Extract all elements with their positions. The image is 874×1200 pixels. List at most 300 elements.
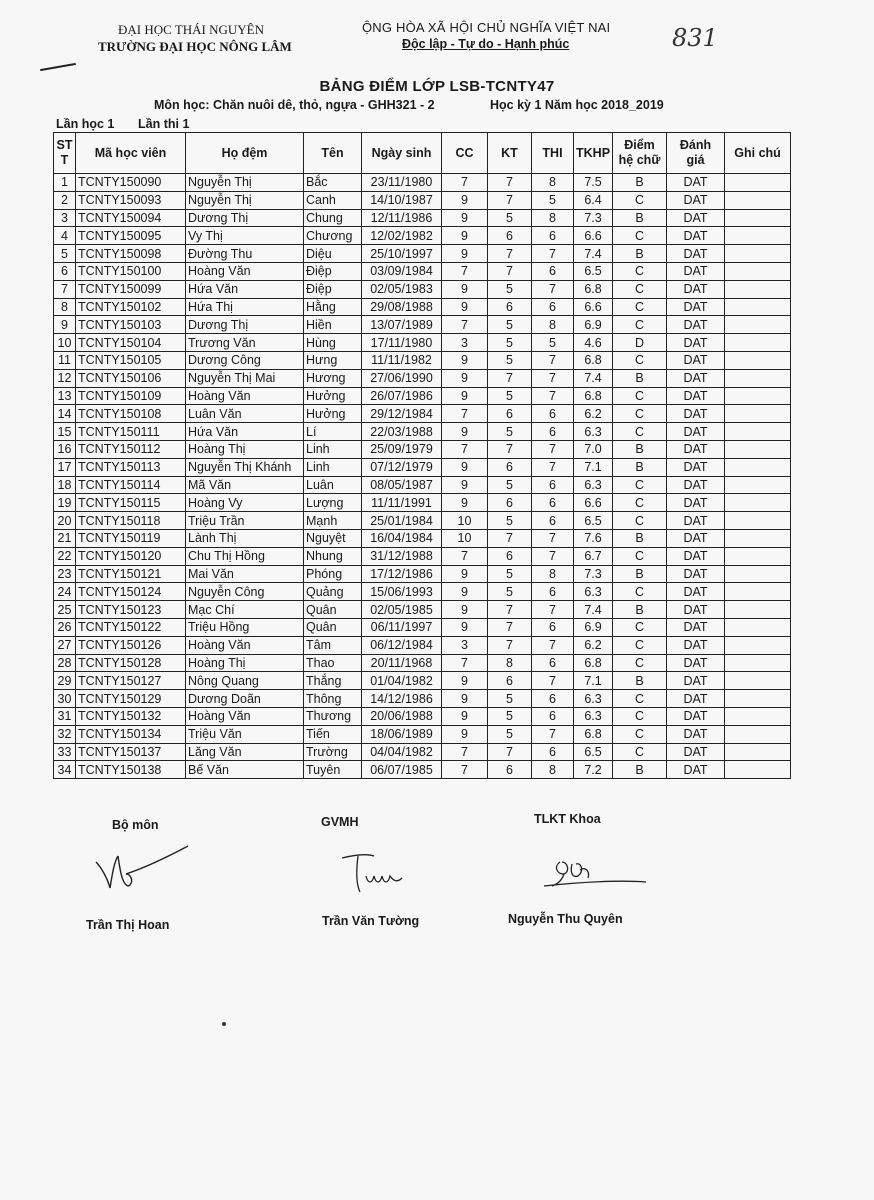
row-notes-cell xyxy=(725,262,791,280)
header-evaluation: Đánh giá xyxy=(667,133,725,174)
row-evaluation-cell: DAT xyxy=(667,458,725,476)
row-stt-cell: 29 xyxy=(54,672,76,690)
row-birthdate-cell: 06/07/1985 xyxy=(362,761,442,779)
row-first-name-cell: Trường xyxy=(304,743,362,761)
table-row xyxy=(54,369,791,387)
row-cc-cell: 7 xyxy=(442,654,488,672)
header-first-name: Tên xyxy=(304,133,362,174)
ink-dot xyxy=(222,1022,226,1026)
row-stt-cell: 12 xyxy=(54,369,76,387)
row-thi-cell: 6 xyxy=(532,298,574,316)
row-birthdate-cell: 20/06/1988 xyxy=(362,707,442,725)
row-birthdate-cell: 11/11/1991 xyxy=(362,494,442,512)
row-middle-name-cell: Lành Thị xyxy=(186,529,304,547)
row-letter-grade-cell: C xyxy=(613,405,667,423)
table-row xyxy=(54,547,791,565)
row-letter-grade-cell: C xyxy=(613,387,667,405)
row-tkhp-cell: 6.3 xyxy=(574,423,613,441)
row-middle-name-cell: Bế Văn xyxy=(186,761,304,779)
row-stt-cell: 13 xyxy=(54,387,76,405)
row-stt-cell: 32 xyxy=(54,725,76,743)
row-letter-grade-cell: C xyxy=(613,725,667,743)
row-evaluation-cell: DAT xyxy=(667,423,725,441)
row-letter-grade-cell: C xyxy=(613,298,667,316)
row-tkhp-cell: 6.8 xyxy=(574,387,613,405)
row-kt-cell: 5 xyxy=(488,423,532,441)
row-birthdate-cell: 20/11/1968 xyxy=(362,654,442,672)
row-evaluation-cell: DAT xyxy=(667,547,725,565)
row-middle-name-cell: Hoàng Văn xyxy=(186,387,304,405)
row-evaluation-cell: DAT xyxy=(667,583,725,601)
row-stt-cell: 17 xyxy=(54,458,76,476)
row-letter-grade-cell: B xyxy=(613,209,667,227)
row-first-name-cell: Tiến xyxy=(304,725,362,743)
row-tkhp-cell: 6.4 xyxy=(574,191,613,209)
row-tkhp-cell: 6.9 xyxy=(574,618,613,636)
row-student-id-cell: TCNTY150134 xyxy=(76,725,186,743)
row-letter-grade-cell: C xyxy=(613,191,667,209)
table-row xyxy=(54,191,791,209)
row-kt-cell: 5 xyxy=(488,512,532,530)
row-tkhp-cell: 7.4 xyxy=(574,369,613,387)
row-middle-name-cell: Luân Văn xyxy=(186,405,304,423)
row-notes-cell xyxy=(725,174,791,192)
row-student-id-cell: TCNTY150108 xyxy=(76,405,186,423)
table-row xyxy=(54,529,791,547)
row-stt-cell: 14 xyxy=(54,405,76,423)
row-notes-cell xyxy=(725,245,791,263)
row-student-id-cell: TCNTY150120 xyxy=(76,547,186,565)
row-cc-cell: 7 xyxy=(442,316,488,334)
row-kt-cell: 8 xyxy=(488,654,532,672)
row-letter-grade-cell: C xyxy=(613,351,667,369)
subject-line: Môn học: Chăn nuôi dê, thỏ, ngựa - GHH321 - 2 xyxy=(154,98,435,112)
row-middle-name-cell: Hứa Văn xyxy=(186,423,304,441)
row-tkhp-cell: 6.7 xyxy=(574,547,613,565)
row-tkhp-cell: 7.5 xyxy=(574,174,613,192)
row-letter-grade-cell: C xyxy=(613,583,667,601)
table-row xyxy=(54,583,791,601)
row-letter-grade-cell: B xyxy=(613,369,667,387)
row-stt-cell: 7 xyxy=(54,280,76,298)
row-notes-cell xyxy=(725,583,791,601)
row-thi-cell: 6 xyxy=(532,405,574,423)
row-stt-cell: 4 xyxy=(54,227,76,245)
row-thi-cell: 8 xyxy=(532,209,574,227)
row-kt-cell: 5 xyxy=(488,351,532,369)
row-cc-cell: 9 xyxy=(442,191,488,209)
national-title: ỘNG HÒA XÃ HỘI CHỦ NGHĨA VIỆT NAI xyxy=(362,20,611,35)
row-kt-cell: 7 xyxy=(488,743,532,761)
row-cc-cell: 9 xyxy=(442,280,488,298)
row-letter-grade-cell: C xyxy=(613,654,667,672)
row-student-id-cell: TCNTY150102 xyxy=(76,298,186,316)
row-middle-name-cell: Dương Thị xyxy=(186,316,304,334)
row-first-name-cell: Bắc xyxy=(304,174,362,192)
row-stt-cell: 23 xyxy=(54,565,76,583)
row-thi-cell: 7 xyxy=(532,351,574,369)
table-row xyxy=(54,440,791,458)
row-first-name-cell: Linh xyxy=(304,440,362,458)
row-notes-cell xyxy=(725,618,791,636)
row-evaluation-cell: DAT xyxy=(667,636,725,654)
row-cc-cell: 9 xyxy=(442,618,488,636)
row-kt-cell: 7 xyxy=(488,601,532,619)
row-cc-cell: 9 xyxy=(442,494,488,512)
row-cc-cell: 7 xyxy=(442,262,488,280)
table-row xyxy=(54,725,791,743)
row-cc-cell: 7 xyxy=(442,405,488,423)
row-stt-cell: 2 xyxy=(54,191,76,209)
row-notes-cell xyxy=(725,636,791,654)
row-middle-name-cell: Chu Thị Hồng xyxy=(186,547,304,565)
row-middle-name-cell: Triệu Văn xyxy=(186,725,304,743)
row-kt-cell: 6 xyxy=(488,458,532,476)
row-tkhp-cell: 6.9 xyxy=(574,316,613,334)
row-tkhp-cell: 7.3 xyxy=(574,209,613,227)
department-signature xyxy=(88,840,198,900)
row-letter-grade-cell: B xyxy=(613,458,667,476)
row-kt-cell: 6 xyxy=(488,405,532,423)
row-kt-cell: 7 xyxy=(488,369,532,387)
row-notes-cell xyxy=(725,529,791,547)
row-evaluation-cell: DAT xyxy=(667,690,725,708)
row-first-name-cell: Hùng xyxy=(304,334,362,352)
row-stt-cell: 9 xyxy=(54,316,76,334)
row-middle-name-cell: Mạc Chí xyxy=(186,601,304,619)
table-row xyxy=(54,565,791,583)
row-cc-cell: 9 xyxy=(442,690,488,708)
row-letter-grade-cell: C xyxy=(613,690,667,708)
row-student-id-cell: TCNTY150103 xyxy=(76,316,186,334)
national-motto: Độc lập - Tự do - Hạnh phúc xyxy=(402,37,570,51)
row-birthdate-cell: 02/05/1983 xyxy=(362,280,442,298)
table-header-row xyxy=(54,133,791,174)
row-kt-cell: 7 xyxy=(488,440,532,458)
row-thi-cell: 7 xyxy=(532,280,574,298)
row-student-id-cell: TCNTY150112 xyxy=(76,440,186,458)
row-stt-cell: 21 xyxy=(54,529,76,547)
row-first-name-cell: Nguyệt xyxy=(304,529,362,547)
table-row xyxy=(54,761,791,779)
row-letter-grade-cell: B xyxy=(613,245,667,263)
row-cc-cell: 9 xyxy=(442,601,488,619)
row-notes-cell xyxy=(725,209,791,227)
table-row xyxy=(54,423,791,441)
row-letter-grade-cell: C xyxy=(613,476,667,494)
row-student-id-cell: TCNTY150095 xyxy=(76,227,186,245)
row-stt-cell: 34 xyxy=(54,761,76,779)
row-student-id-cell: TCNTY150111 xyxy=(76,423,186,441)
faculty-signer-name: Nguyễn Thu Quyên xyxy=(508,912,623,926)
row-cc-cell: 9 xyxy=(442,423,488,441)
row-notes-cell xyxy=(725,743,791,761)
row-cc-cell: 9 xyxy=(442,583,488,601)
row-tkhp-cell: 6.5 xyxy=(574,262,613,280)
row-birthdate-cell: 15/06/1993 xyxy=(362,583,442,601)
row-first-name-cell: Thương xyxy=(304,707,362,725)
row-tkhp-cell: 6.8 xyxy=(574,725,613,743)
row-stt-cell: 1 xyxy=(54,174,76,192)
row-evaluation-cell: DAT xyxy=(667,618,725,636)
row-thi-cell: 6 xyxy=(532,423,574,441)
row-kt-cell: 5 xyxy=(488,387,532,405)
row-thi-cell: 6 xyxy=(532,654,574,672)
department-label: Bộ môn xyxy=(112,818,159,832)
row-evaluation-cell: DAT xyxy=(667,387,725,405)
row-student-id-cell: TCNTY150105 xyxy=(76,351,186,369)
row-tkhp-cell: 7.2 xyxy=(574,761,613,779)
row-first-name-cell: Hiền xyxy=(304,316,362,334)
row-thi-cell: 7 xyxy=(532,245,574,263)
row-thi-cell: 7 xyxy=(532,672,574,690)
row-tkhp-cell: 6.5 xyxy=(574,512,613,530)
row-evaluation-cell: DAT xyxy=(667,512,725,530)
row-thi-cell: 7 xyxy=(532,601,574,619)
header-cc: CC xyxy=(442,133,488,174)
row-middle-name-cell: Hoàng Vy xyxy=(186,494,304,512)
row-cc-cell: 9 xyxy=(442,351,488,369)
row-student-id-cell: TCNTY150100 xyxy=(76,262,186,280)
row-tkhp-cell: 7.3 xyxy=(574,565,613,583)
row-kt-cell: 7 xyxy=(488,618,532,636)
row-birthdate-cell: 17/12/1986 xyxy=(362,565,442,583)
row-letter-grade-cell: C xyxy=(613,280,667,298)
row-first-name-cell: Quân xyxy=(304,601,362,619)
row-kt-cell: 7 xyxy=(488,636,532,654)
row-letter-grade-cell: B xyxy=(613,529,667,547)
row-notes-cell xyxy=(725,707,791,725)
row-cc-cell: 7 xyxy=(442,761,488,779)
table-row xyxy=(54,334,791,352)
row-evaluation-cell: DAT xyxy=(667,209,725,227)
row-letter-grade-cell: C xyxy=(613,494,667,512)
pen-mark xyxy=(40,63,76,71)
row-first-name-cell: Hằng xyxy=(304,298,362,316)
row-thi-cell: 7 xyxy=(532,369,574,387)
row-evaluation-cell: DAT xyxy=(667,280,725,298)
row-evaluation-cell: DAT xyxy=(667,227,725,245)
row-birthdate-cell: 27/06/1990 xyxy=(362,369,442,387)
row-kt-cell: 6 xyxy=(488,227,532,245)
row-kt-cell: 5 xyxy=(488,565,532,583)
row-first-name-cell: Mạnh xyxy=(304,512,362,530)
row-student-id-cell: TCNTY150106 xyxy=(76,369,186,387)
table-row xyxy=(54,262,791,280)
table-row xyxy=(54,512,791,530)
row-first-name-cell: Lượng xyxy=(304,494,362,512)
row-stt-cell: 30 xyxy=(54,690,76,708)
row-evaluation-cell: DAT xyxy=(667,494,725,512)
faculty-label: TLKT Khoa xyxy=(534,812,601,826)
row-stt-cell: 28 xyxy=(54,654,76,672)
row-stt-cell: 16 xyxy=(54,440,76,458)
row-birthdate-cell: 14/10/1987 xyxy=(362,191,442,209)
table-row xyxy=(54,316,791,334)
row-first-name-cell: Hưởng xyxy=(304,387,362,405)
header-letter-grade: Điểm hệ chữ xyxy=(613,133,667,174)
row-letter-grade-cell: C xyxy=(613,618,667,636)
row-birthdate-cell: 17/11/1980 xyxy=(362,334,442,352)
row-tkhp-cell: 6.6 xyxy=(574,494,613,512)
row-middle-name-cell: Đường Thu xyxy=(186,245,304,263)
row-cc-cell: 9 xyxy=(442,672,488,690)
row-kt-cell: 7 xyxy=(488,529,532,547)
row-thi-cell: 6 xyxy=(532,743,574,761)
row-kt-cell: 7 xyxy=(488,262,532,280)
row-stt-cell: 15 xyxy=(54,423,76,441)
row-notes-cell xyxy=(725,387,791,405)
row-evaluation-cell: DAT xyxy=(667,707,725,725)
row-first-name-cell: Thao xyxy=(304,654,362,672)
row-cc-cell: 7 xyxy=(442,440,488,458)
row-cc-cell: 3 xyxy=(442,636,488,654)
row-first-name-cell: Chương xyxy=(304,227,362,245)
grade-table xyxy=(53,132,791,779)
row-thi-cell: 7 xyxy=(532,636,574,654)
row-notes-cell xyxy=(725,405,791,423)
row-thi-cell: 7 xyxy=(532,440,574,458)
table-row xyxy=(54,601,791,619)
row-cc-cell: 9 xyxy=(442,369,488,387)
row-stt-cell: 33 xyxy=(54,743,76,761)
row-middle-name-cell: Hoàng Văn xyxy=(186,707,304,725)
row-student-id-cell: TCNTY150094 xyxy=(76,209,186,227)
row-letter-grade-cell: C xyxy=(613,512,667,530)
row-tkhp-cell: 6.8 xyxy=(574,654,613,672)
row-cc-cell: 9 xyxy=(442,458,488,476)
row-thi-cell: 5 xyxy=(532,334,574,352)
row-birthdate-cell: 02/05/1985 xyxy=(362,601,442,619)
department-signer-name: Trần Thị Hoan xyxy=(86,918,170,932)
row-tkhp-cell: 7.0 xyxy=(574,440,613,458)
row-middle-name-cell: Hứa Văn xyxy=(186,280,304,298)
header-tkhp: TKHP xyxy=(574,133,613,174)
row-stt-cell: 27 xyxy=(54,636,76,654)
row-notes-cell xyxy=(725,280,791,298)
row-birthdate-cell: 12/02/1982 xyxy=(362,227,442,245)
row-birthdate-cell: 04/04/1982 xyxy=(362,743,442,761)
row-first-name-cell: Hưởng xyxy=(304,405,362,423)
row-notes-cell xyxy=(725,440,791,458)
row-middle-name-cell: Hứa Thị xyxy=(186,298,304,316)
row-student-id-cell: TCNTY150127 xyxy=(76,672,186,690)
row-cc-cell: 7 xyxy=(442,174,488,192)
row-tkhp-cell: 6.3 xyxy=(574,583,613,601)
row-kt-cell: 5 xyxy=(488,583,532,601)
row-middle-name-cell: Vy Thị xyxy=(186,227,304,245)
row-evaluation-cell: DAT xyxy=(667,654,725,672)
row-middle-name-cell: Hoàng Thị xyxy=(186,654,304,672)
row-thi-cell: 6 xyxy=(532,227,574,245)
row-first-name-cell: Hưng xyxy=(304,351,362,369)
row-student-id-cell: TCNTY150115 xyxy=(76,494,186,512)
row-notes-cell xyxy=(725,298,791,316)
row-notes-cell xyxy=(725,547,791,565)
row-student-id-cell: TCNTY150114 xyxy=(76,476,186,494)
row-thi-cell: 7 xyxy=(532,458,574,476)
row-notes-cell xyxy=(725,458,791,476)
row-stt-cell: 26 xyxy=(54,618,76,636)
row-thi-cell: 7 xyxy=(532,529,574,547)
row-letter-grade-cell: C xyxy=(613,547,667,565)
row-birthdate-cell: 13/07/1989 xyxy=(362,316,442,334)
row-kt-cell: 5 xyxy=(488,707,532,725)
row-student-id-cell: TCNTY150137 xyxy=(76,743,186,761)
row-evaluation-cell: DAT xyxy=(667,761,725,779)
exam-attempt: Lần thi 1 xyxy=(138,117,190,131)
row-birthdate-cell: 29/12/1984 xyxy=(362,405,442,423)
row-evaluation-cell: DAT xyxy=(667,529,725,547)
row-evaluation-cell: DAT xyxy=(667,262,725,280)
row-tkhp-cell: 7.6 xyxy=(574,529,613,547)
row-student-id-cell: TCNTY150128 xyxy=(76,654,186,672)
row-letter-grade-cell: C xyxy=(613,707,667,725)
row-student-id-cell: TCNTY150123 xyxy=(76,601,186,619)
row-kt-cell: 5 xyxy=(488,725,532,743)
row-middle-name-cell: Triệu Trần xyxy=(186,512,304,530)
row-stt-cell: 18 xyxy=(54,476,76,494)
row-middle-name-cell: Hoàng Văn xyxy=(186,262,304,280)
row-kt-cell: 6 xyxy=(488,761,532,779)
row-tkhp-cell: 6.5 xyxy=(574,743,613,761)
row-first-name-cell: Nhung xyxy=(304,547,362,565)
row-student-id-cell: TCNTY150126 xyxy=(76,636,186,654)
row-birthdate-cell: 29/08/1988 xyxy=(362,298,442,316)
row-stt-cell: 5 xyxy=(54,245,76,263)
row-middle-name-cell: Triệu Hồng xyxy=(186,618,304,636)
row-middle-name-cell: Hoàng Thị xyxy=(186,440,304,458)
header-notes: Ghi chú xyxy=(725,133,791,174)
row-thi-cell: 6 xyxy=(532,707,574,725)
row-kt-cell: 5 xyxy=(488,690,532,708)
row-birthdate-cell: 26/07/1986 xyxy=(362,387,442,405)
row-birthdate-cell: 23/11/1980 xyxy=(362,174,442,192)
table-row xyxy=(54,636,791,654)
row-first-name-cell: Luân xyxy=(304,476,362,494)
row-notes-cell xyxy=(725,761,791,779)
row-stt-cell: 24 xyxy=(54,583,76,601)
row-cc-cell: 9 xyxy=(442,707,488,725)
table-row xyxy=(54,672,791,690)
row-notes-cell xyxy=(725,369,791,387)
row-tkhp-cell: 6.8 xyxy=(574,280,613,298)
table-row xyxy=(54,174,791,192)
row-letter-grade-cell: C xyxy=(613,316,667,334)
row-birthdate-cell: 25/10/1997 xyxy=(362,245,442,263)
row-notes-cell xyxy=(725,601,791,619)
row-student-id-cell: TCNTY150093 xyxy=(76,191,186,209)
row-cc-cell: 9 xyxy=(442,565,488,583)
row-notes-cell xyxy=(725,423,791,441)
row-tkhp-cell: 4.6 xyxy=(574,334,613,352)
row-notes-cell xyxy=(725,334,791,352)
table-row xyxy=(54,494,791,512)
row-student-id-cell: TCNTY150099 xyxy=(76,280,186,298)
table-row xyxy=(54,690,791,708)
table-row xyxy=(54,280,791,298)
row-tkhp-cell: 6.2 xyxy=(574,636,613,654)
row-birthdate-cell: 31/12/1988 xyxy=(362,547,442,565)
table-row xyxy=(54,209,791,227)
row-evaluation-cell: DAT xyxy=(667,351,725,369)
row-student-id-cell: TCNTY150109 xyxy=(76,387,186,405)
row-first-name-cell: Diệu xyxy=(304,245,362,263)
row-evaluation-cell: DAT xyxy=(667,743,725,761)
row-tkhp-cell: 6.8 xyxy=(574,351,613,369)
row-cc-cell: 9 xyxy=(442,209,488,227)
row-letter-grade-cell: B xyxy=(613,440,667,458)
